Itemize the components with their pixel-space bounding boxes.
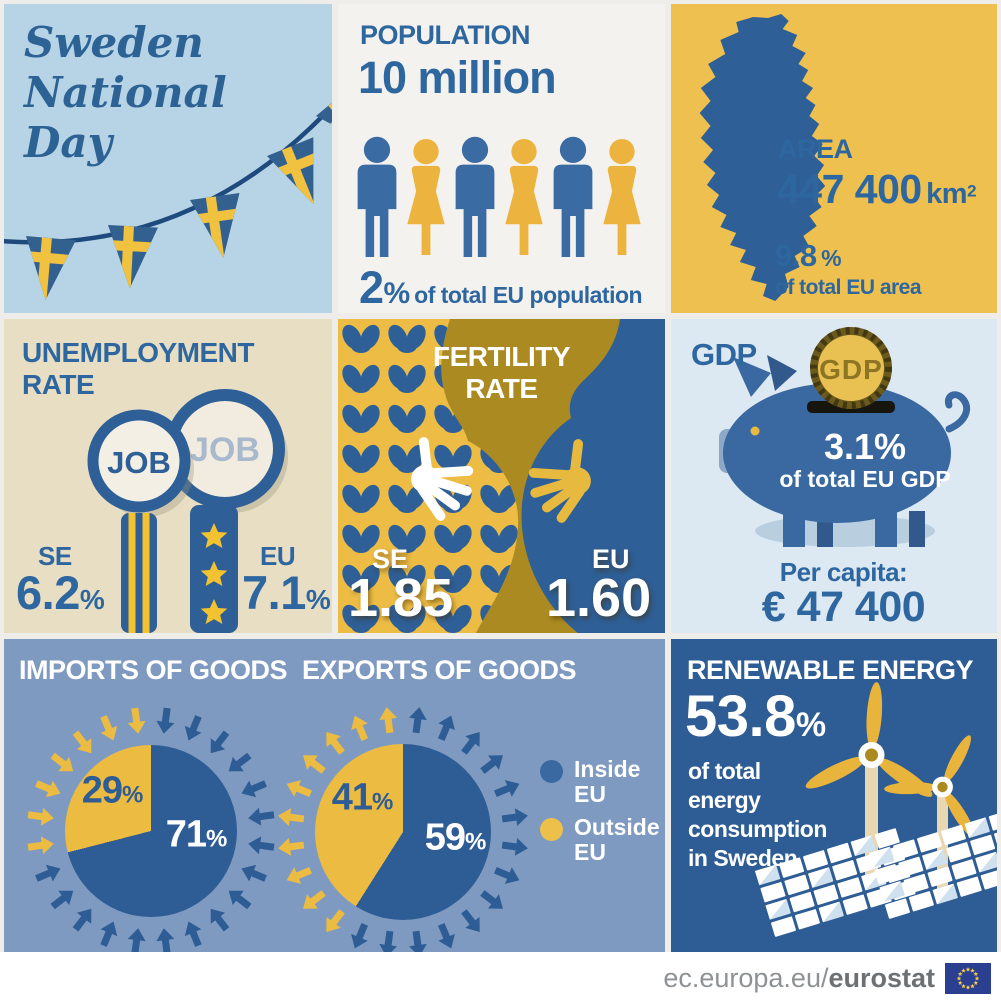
page-title-line2: National bbox=[24, 68, 227, 117]
exports-outside-label: 41% bbox=[331, 776, 393, 819]
legend-inside-line1: Inside bbox=[574, 756, 641, 782]
imports-inside-label: 71% bbox=[165, 813, 227, 856]
gdp-per-capita-value: € 47 400 bbox=[761, 583, 926, 631]
area-stat-suffix: of total EU area bbox=[775, 276, 922, 299]
population-panel bbox=[338, 4, 665, 313]
unemployment-se-percent: % bbox=[79, 584, 105, 615]
unemployment-se-value bbox=[16, 565, 104, 620]
population-stat-number: 2 bbox=[359, 262, 384, 313]
unemployment-eu-label: EU bbox=[260, 541, 296, 571]
gdp-coin-label: GDP bbox=[819, 354, 883, 385]
male-person-icon bbox=[554, 137, 593, 257]
imports-outside-label: 29% bbox=[81, 769, 143, 812]
fertility-title-line2: RATE bbox=[465, 373, 538, 404]
population-title: POPULATION bbox=[360, 20, 530, 50]
area-stat bbox=[775, 238, 841, 274]
renewable-stat-number: 53.8 bbox=[685, 684, 796, 749]
gdp-stat-suffix: of total EU GDP bbox=[779, 466, 951, 492]
renewable-desc-line3: consumption bbox=[688, 816, 827, 842]
legend-outside-eu bbox=[540, 815, 660, 865]
area-value-row bbox=[777, 166, 976, 213]
female-person-icon bbox=[603, 139, 640, 255]
female-person-icon bbox=[505, 139, 542, 255]
gdp-per-capita-label: Per capita: bbox=[779, 557, 908, 587]
trade-panel bbox=[4, 639, 665, 952]
gdp-stat: 3.1% bbox=[823, 426, 907, 467]
bunting-flags-illustration bbox=[4, 4, 332, 313]
job-lens-label-eu: JOB bbox=[190, 431, 260, 469]
unemployment-eu-number: 7.1 bbox=[242, 566, 306, 619]
imports-arrows bbox=[28, 708, 275, 952]
unemployment-eu-percent: % bbox=[305, 584, 331, 615]
legend-outside-line2: EU bbox=[574, 839, 606, 865]
imports-title: IMPORTS OF GOODS bbox=[19, 655, 288, 685]
renewable-title: RENEWABLE ENERGY bbox=[687, 655, 974, 685]
fertility-se-value: 1.85 bbox=[348, 568, 454, 628]
fertility-title bbox=[398, 341, 605, 405]
renewable-stat bbox=[685, 683, 826, 750]
sweden-striped-handle bbox=[121, 513, 157, 633]
area-stat-number: 9.8 bbox=[775, 238, 817, 273]
female-person-icon bbox=[407, 139, 444, 255]
footer-url-bold: eurostat bbox=[828, 963, 935, 993]
fertility-title-line1: FERTILITY bbox=[432, 341, 571, 372]
fertility-eu-value: 1.60 bbox=[546, 568, 652, 628]
legend-inside-eu bbox=[540, 757, 640, 807]
footer-url bbox=[663, 963, 935, 994]
wind-turbine-icon bbox=[884, 733, 979, 840]
population-stat-suffix: of total EU population bbox=[414, 282, 643, 308]
population-stat bbox=[359, 262, 642, 313]
renewable-desc-line1: of total bbox=[688, 758, 761, 784]
footer-url-normal: ec.europa.eu/ bbox=[663, 963, 829, 993]
footer-bar bbox=[0, 952, 1001, 1002]
exports-title: EXPORTS OF GOODS bbox=[302, 655, 577, 685]
legend-inside-line2: EU bbox=[574, 781, 606, 807]
unemployment-title: UNEMPLOYMENT RATE bbox=[22, 337, 254, 400]
inside-eu-dot bbox=[540, 760, 563, 783]
population-stat-percent: % bbox=[383, 277, 410, 310]
gdp-panel bbox=[671, 319, 997, 633]
renewable-desc bbox=[688, 757, 827, 873]
gdp-coin-icon bbox=[810, 327, 892, 409]
exports-arrows bbox=[278, 707, 528, 952]
unemployment-panel bbox=[4, 319, 332, 633]
renewable-panel bbox=[671, 639, 997, 952]
population-value: 10 million bbox=[358, 52, 556, 103]
area-unit: km bbox=[926, 178, 968, 210]
unemployment-eu-value bbox=[242, 565, 330, 620]
male-person-icon bbox=[456, 137, 495, 257]
legend-outside-line1: Outside bbox=[574, 814, 660, 840]
page-title-line3: Day bbox=[24, 118, 113, 167]
unemployment-se-label: SE bbox=[38, 541, 72, 571]
fertility-se-label: SE bbox=[372, 544, 409, 574]
area-stat-percent: % bbox=[821, 245, 842, 271]
fertility-panel bbox=[338, 319, 665, 633]
page-title-line1: Sweden bbox=[24, 18, 204, 67]
renewable-desc-line4: in Sweden bbox=[688, 845, 798, 871]
outside-eu-dot bbox=[540, 818, 563, 841]
area-unit-exponent: 2 bbox=[967, 181, 977, 201]
gdp-title: GDP bbox=[691, 337, 757, 372]
area-title: AREA bbox=[778, 134, 853, 164]
unemployment-se-number: 6.2 bbox=[16, 566, 80, 619]
title-panel bbox=[4, 4, 332, 313]
renewable-stat-percent: % bbox=[795, 706, 826, 744]
exports-inside-label: 59% bbox=[424, 816, 486, 859]
male-person-icon bbox=[358, 137, 397, 257]
renewable-desc-line2: energy bbox=[688, 787, 761, 813]
fertility-eu-label: EU bbox=[592, 544, 630, 574]
job-lens-label-se: JOB bbox=[107, 445, 171, 480]
population-people-group bbox=[358, 137, 641, 257]
area-value: 447 400 bbox=[777, 166, 922, 212]
eu-flag-icon bbox=[945, 963, 991, 994]
area-panel bbox=[671, 4, 997, 313]
